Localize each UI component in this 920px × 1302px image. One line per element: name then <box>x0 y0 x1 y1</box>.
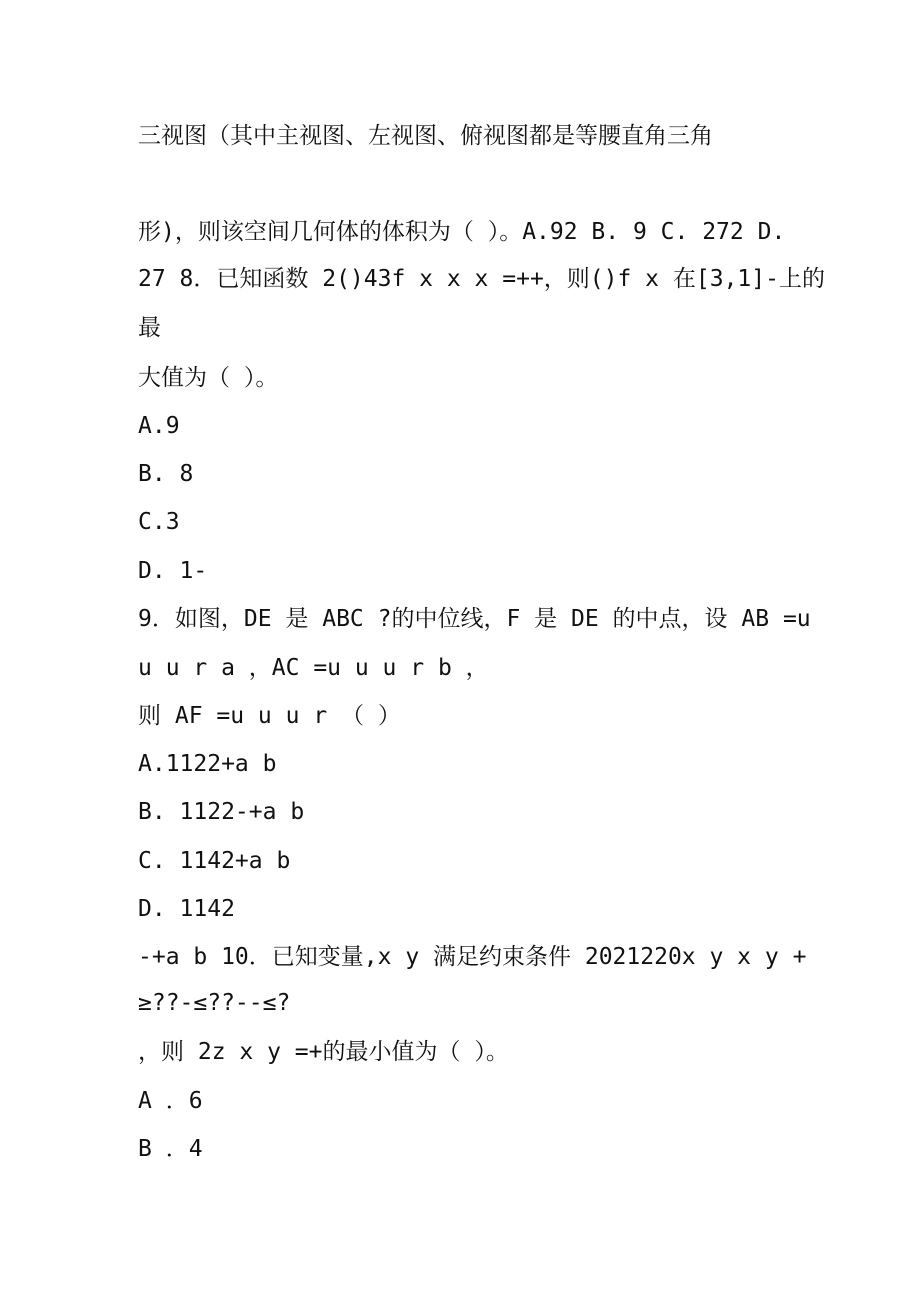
text-line: D. 1- <box>138 558 208 584</box>
text-line: C.3 <box>138 509 180 535</box>
text-line: D. 1142 <box>138 896 235 922</box>
text-line: B ．4 <box>138 1136 203 1162</box>
text-line: 形)，则该空间几何体的体积为（ ）。A.92 B. 9 C. 272 D. <box>138 219 786 245</box>
text-line: 最 <box>138 315 161 341</box>
text-line: A.9 <box>138 413 180 439</box>
text-line: C. 1142+a b <box>138 848 291 874</box>
text-line: B. 8 <box>138 461 194 487</box>
text-line: 27 8．已知函数 2()43f x x x =++，则()f x 在[3,1]-上的 <box>138 266 825 292</box>
text-line: u u r a ，AC =u u u r b ， <box>138 655 489 681</box>
text-line: ≥??-≤??--≤? <box>138 990 291 1016</box>
text-line: ，则 2z x y =+的最小值为（ ）。 <box>138 1039 509 1065</box>
text-line: 9．如图，DE 是 ABC ?的中位线，F 是 DE 的中点，设 AB =u <box>138 606 811 632</box>
text-line: 大值为（ ）。 <box>138 365 279 391</box>
text-line: A.1122+a b <box>138 751 277 777</box>
text-line: B. 1122-+a b <box>138 799 305 825</box>
text-line: -+a b 10．已知变量,x y 满足约束条件 2021220x y x y + <box>138 944 807 970</box>
text-line: 三视图（其中主视图、左视图、俯视图都是等腰直角三角 <box>138 123 713 149</box>
text-line: 则 AF =u u u r （ ） <box>138 703 401 729</box>
text-line: A ．6 <box>138 1088 203 1114</box>
